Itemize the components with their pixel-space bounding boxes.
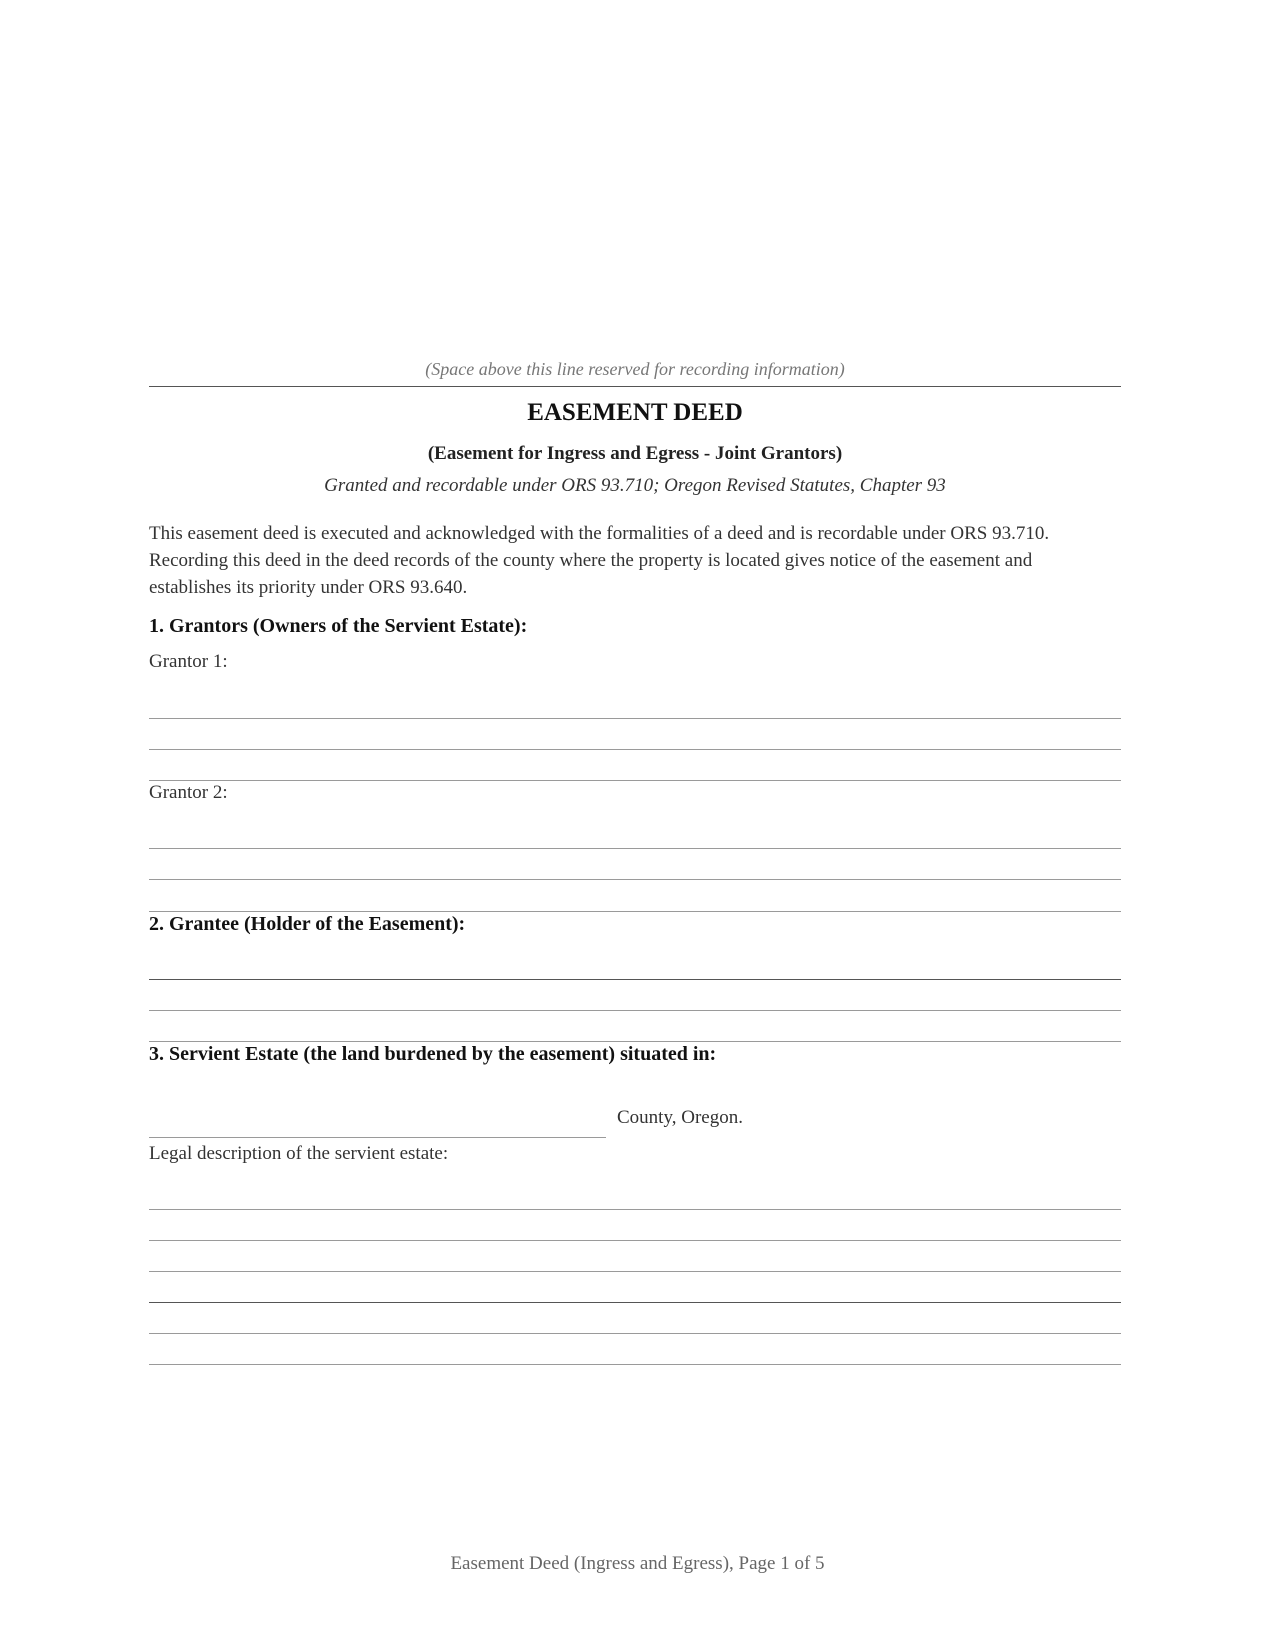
grantee-line-3[interactable] bbox=[149, 1041, 1121, 1042]
section-1-heading: 1. Grantors (Owners of the Servient Estate): bbox=[149, 615, 528, 637]
intro-paragraph: This easement deed is executed and acknowledged with the formalities of a deed and is recordable under ORS 93.710. Recording this deed in the deed records of the county where the property is located gives notice of the easement and establishes its priority under ORS 93.640. bbox=[149, 523, 1050, 598]
legal-description-label: Legal description of the servient estate: bbox=[149, 1143, 449, 1164]
grantor-2-line-3[interactable] bbox=[149, 911, 1121, 912]
county-suffix: County, Oregon. bbox=[617, 1107, 743, 1128]
document-title: EASEMENT DEED bbox=[527, 399, 743, 426]
legal-line-6[interactable] bbox=[149, 1364, 1121, 1365]
section-2-heading: 2. Grantee (Holder of the Easement): bbox=[149, 913, 466, 935]
legal-line-2[interactable] bbox=[149, 1240, 1121, 1241]
grantor-1-line-2[interactable] bbox=[149, 749, 1121, 750]
section-3-heading: 3. Servient Estate (the land burdened by the easement) situated in: bbox=[149, 1043, 717, 1065]
statute-reference: Granted and recordable under ORS 93.710; Oregon Revised Statutes, Chapter 93 bbox=[324, 475, 946, 496]
grantor-2-line-1[interactable] bbox=[149, 848, 1121, 849]
grantee-line-1[interactable] bbox=[149, 979, 1121, 980]
legal-line-5[interactable] bbox=[149, 1333, 1121, 1334]
grantor-2-label: Grantor 2: bbox=[149, 782, 228, 803]
legal-line-1[interactable] bbox=[149, 1209, 1121, 1210]
grantor-1-label: Grantor 1: bbox=[149, 651, 228, 672]
grantor-2-line-2[interactable] bbox=[149, 879, 1121, 880]
county-line[interactable] bbox=[149, 1137, 606, 1138]
grantor-1-line-3[interactable] bbox=[149, 780, 1121, 781]
recording-space-note: (Space above this line reserved for recording information) bbox=[425, 359, 845, 379]
document-subtitle: (Easement for Ingress and Egress - Joint Grantors) bbox=[427, 443, 843, 464]
legal-line-4[interactable] bbox=[149, 1302, 1121, 1303]
grantor-1-line-1[interactable] bbox=[149, 718, 1121, 719]
page-footer: Easement Deed (Ingress and Egress), Page 1 of 5 bbox=[450, 1553, 825, 1574]
recording-divider bbox=[149, 386, 1121, 387]
legal-line-3[interactable] bbox=[149, 1271, 1121, 1272]
grantee-line-2[interactable] bbox=[149, 1010, 1121, 1011]
